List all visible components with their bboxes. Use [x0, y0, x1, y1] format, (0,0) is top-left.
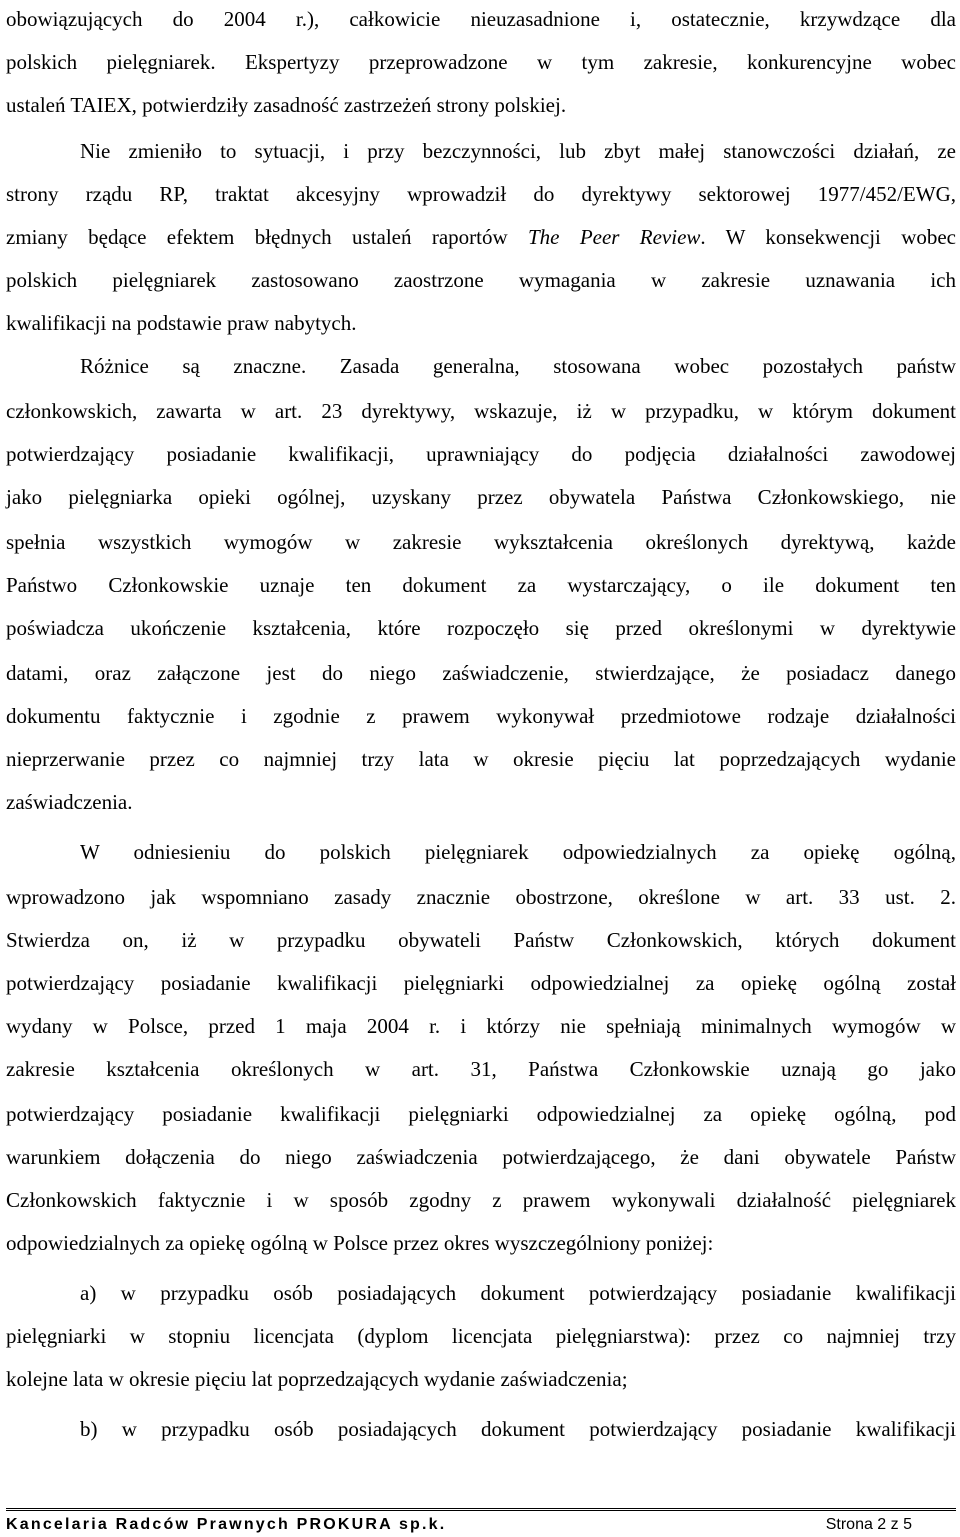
page-footer: [6, 1515, 956, 1537]
text-line: a) w przypadku osób posiadających dokument potwierdzający posiadanie kwalifikacji: [80, 1281, 956, 1305]
text-line: Różnice są znaczne. Zasada generalna, stosowana wobec pozostałych państw: [80, 354, 956, 378]
text-line: potwierdzający posiadanie kwalifikacji, uprawniający do podjęcia działalności zawodowej: [6, 442, 956, 466]
text-span: zmiany będące efektem błędnych ustaleń raportów: [6, 225, 528, 249]
text-line: odpowiedzialnych za opiekę ogólną w Polsce przez okres wyszczególniony poniżej:: [6, 1231, 714, 1255]
text-line: zaświadczenia.: [6, 790, 133, 814]
text-line: zakresie kształcenia określonych w art. 31, Państwa Członkowskie uznają go jako: [6, 1057, 956, 1081]
text-line: poświadcza ukończenie kształcenia, które rozpoczęło się przed określonymi w dyrektywie: [6, 616, 956, 640]
report-title-italic: The Peer Review: [527, 225, 701, 249]
text-line: datami, oraz załączone jest do niego zaświadczenie, stwierdzające, że posiadacz danego: [6, 661, 956, 685]
text-line: strony rządu RP, traktat akcesyjny wprowadził do dyrektywy sektorowej 1977/452/EWG,: [6, 182, 956, 206]
text-line: potwierdzający posiadanie kwalifikacji pielęgniarki odpowiedzialnej za opiekę ogólną został: [6, 971, 956, 995]
text-line: Członkowskich faktycznie i w sposób zgodny z prawem wykonywali działalność pielęgniarek: [6, 1188, 956, 1212]
text-line: Nie zmieniło to sytuacji, i przy bezczynności, lub zbyt małej stanowczości działań, ze: [80, 139, 956, 163]
footer-divider: [6, 1508, 956, 1511]
text-line: Stwierdza on, iż w przypadku obywateli Państw Członkowskich, których dokument: [6, 928, 956, 952]
page-number: Strona 2 z 5: [825, 1516, 912, 1533]
text-line: obowiązujących do 2004 r.), całkowicie nieuzasadnione i, ostatecznie, krzywdzące dla: [6, 7, 956, 31]
text-line: ustaleń TAIEX, potwierdziły zasadność zastrzeżeń strony polskiej.: [6, 93, 567, 117]
text-line: W odniesieniu do polskich pielęgniarek odpowiedzialnych za opiekę ogólną,: [80, 840, 956, 864]
text-line: pielęgniarki w stopniu licencjata (dyplom licencjata pielęgniarstwa): przez co najmniej trzy: [6, 1324, 956, 1348]
text-line: polskich pielęgniarek. Ekspertyzy przeprowadzone w tym zakresie, konkurencyjne wobec: [6, 50, 956, 74]
text-line: spełnia wszystkich wymogów w zakresie wykształcenia określonych dyrektywą, każde: [6, 530, 956, 554]
text-line: [6, 224, 956, 250]
text-line: Państwo Członkowskie uznaje ten dokument za wystarczający, o ile dokument ten: [6, 573, 956, 597]
text-line: potwierdzający posiadanie kwalifikacji pielęgniarki odpowiedzialnej za opiekę ogólną, pod: [6, 1102, 956, 1126]
text-line: b) w przypadku osób posiadających dokument potwierdzający posiadanie kwalifikacji: [80, 1417, 956, 1441]
text-line: dokumentu faktycznie i zgodnie z prawem wykonywał przedmiotowe rodzaje działalności: [6, 704, 956, 728]
text-line: warunkiem dołączenia do niego zaświadczenia potwierdzającego, że dani obywatele Państw: [6, 1145, 956, 1169]
footer-firm-name: Kancelaria Radców Prawnych PROKURA sp.k.: [6, 1516, 447, 1533]
text-line: polskich pielęgniarek zastosowano zaostrzone wymagania w zakresie uznawania ich: [6, 268, 956, 292]
text-line: członkowskich, zawarta w art. 23 dyrektywy, wskazuje, iż w przypadku, w którym dokument: [6, 399, 956, 423]
text-span: . W konsekwencji wobec: [700, 225, 957, 249]
text-line: wydany w Polsce, przed 1 maja 2004 r. i którzy nie spełniają minimalnych wymogów w: [6, 1014, 956, 1038]
text-line: kolejne lata w okresie pięciu lat poprzedzających wydanie zaświadczenia;: [6, 1367, 628, 1391]
text-line: nieprzerwanie przez co najmniej trzy lata w okresie pięciu lat poprzedzających wydanie: [6, 747, 956, 771]
text-line: kwalifikacji na podstawie praw nabytych.: [6, 311, 357, 335]
text-line: wprowadzono jak wspomniano zasady znacznie obostrzone, określone w art. 33 ust. 2.: [6, 885, 956, 909]
text-line: jako pielęgniarka opieki ogólnej, uzyskany przez obywatela Państwa Członkowskiego, nie: [6, 485, 956, 509]
